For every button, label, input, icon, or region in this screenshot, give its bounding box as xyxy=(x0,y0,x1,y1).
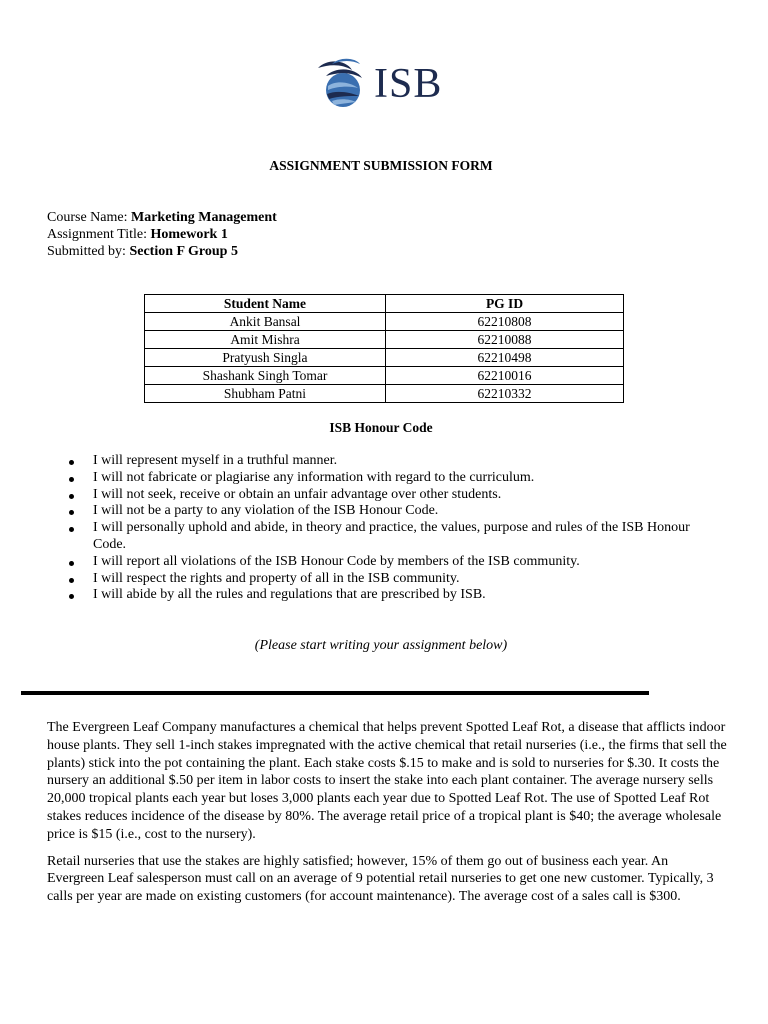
isb-wave-emblem-icon xyxy=(312,56,374,110)
pg-id-cell: 62210088 xyxy=(386,331,624,349)
pledge-text: I will personally uphold and abide, in theory and practice, the values, purpose and rules of the ISB Honour Code. xyxy=(93,520,690,552)
bullet-icon xyxy=(69,561,74,566)
pledge-text: I will not be a party to any violation of the ISB Honour Code. xyxy=(93,503,439,519)
pg-id-cell: 62210332 xyxy=(386,385,624,403)
student-name-cell: Shashank Singh Tomar xyxy=(145,367,386,385)
list-item xyxy=(66,587,716,604)
assignment-title-label: Assignment Title: xyxy=(47,227,147,242)
honour-code-heading: ISB Honour Code xyxy=(329,420,433,435)
section-divider xyxy=(21,691,649,695)
assignment-title-value: Homework 1 xyxy=(150,227,228,242)
submission-details xyxy=(47,209,277,260)
body-paragraph: The Evergreen Leaf Company manufactures a chemical that helps prevent Spotted Leaf Rot, a disease that afflicts indoor house plants. They sell 1-inch stakes impregnated with the active chemical that retail nurseries (i.e., the firms that sell the plants) stick into the pot containing the plant. Each stake costs $.15 to make and is sold to nurseries for $.30. It costs the nursery an additional $.50 per item in labor costs to insert the stake into each plant container. The average nursery sells 20,000 tropical plants each year but loses 3,000 plants each year due to Spotted Leaf Rot. The use of Spotted Leaf Rot stakes reduces incidence of the disease by 80%. The average retail price of a tropical plant is $40; the average wholesale price is $15 (i.e., cost to the nursery). xyxy=(47,720,727,842)
pg-id-cell: 62210498 xyxy=(386,349,624,367)
submitted-by-line xyxy=(47,243,277,260)
list-item xyxy=(66,571,716,588)
pledge-text: I will abide by all the rules and regulations that are prescribed by ISB. xyxy=(93,587,486,603)
bullet-icon xyxy=(69,510,74,515)
table-row xyxy=(145,367,624,385)
pg-id-cell: 62210808 xyxy=(386,313,624,331)
bullet-icon xyxy=(69,477,74,482)
table-row xyxy=(145,349,624,367)
assignment-body xyxy=(47,719,727,915)
bullet-icon xyxy=(69,578,74,583)
list-item xyxy=(66,503,716,520)
student-name-cell: Ankit Bansal xyxy=(145,313,386,331)
bullet-icon xyxy=(69,460,74,465)
list-item xyxy=(66,470,716,487)
table-row xyxy=(145,313,624,331)
logo-wordmark: ISB xyxy=(374,61,443,107)
pg-id-cell: 62210016 xyxy=(386,367,624,385)
assignment-title-line xyxy=(47,226,277,243)
body-paragraph: Retail nurseries that use the stakes are highly satisfied; however, 15% of them go out of business each year. An Evergreen Leaf salesperson must call on an average of 9 potential retail nurseries to get one new customer. Typically, 3 calls per year are made on existing customers (for account maintenance). The average cost of a sales call is $300. xyxy=(47,853,714,905)
pledge-text: I will represent myself in a truthful manner. xyxy=(93,453,338,468)
course-name-line xyxy=(47,209,277,226)
course-name-value: Marketing Management xyxy=(130,210,277,225)
student-name-cell: Amit Mishra xyxy=(145,331,386,349)
isb-logo xyxy=(312,56,458,110)
list-item xyxy=(66,453,716,470)
list-item xyxy=(66,520,716,554)
pledge-text: I will not seek, receive or obtain an unfair advantage over other students. xyxy=(93,486,502,502)
student-name-cell: Shubham Patni xyxy=(145,385,386,403)
writing-instruction: (Please start writing your assignment below) xyxy=(254,638,508,653)
pledge-text: I will respect the rights and property of all in the ISB community. xyxy=(93,570,460,586)
table-header-row xyxy=(145,295,624,313)
bullet-icon xyxy=(69,594,74,599)
column-header-pg-id: PG ID xyxy=(386,295,624,313)
student-name-cell: Pratyush Singla xyxy=(145,349,386,367)
form-title: ASSIGNMENT SUBMISSION FORM xyxy=(269,158,493,173)
table-row xyxy=(145,331,624,349)
students-table xyxy=(144,294,624,403)
bullet-icon xyxy=(69,494,74,499)
submitted-by-label: Submitted by: xyxy=(47,244,126,259)
pledge-text: I will not fabricate or plagiarise any information with regard to the curriculum. xyxy=(93,469,535,485)
bullet-icon xyxy=(69,527,74,532)
list-item xyxy=(66,487,716,504)
honour-code-list xyxy=(66,453,716,604)
list-item xyxy=(66,554,716,571)
pledge-text: I will report all violations of the ISB Honour Code by members of the ISB community. xyxy=(93,553,580,569)
column-header-student-name: Student Name xyxy=(145,295,386,313)
course-name-label: Course Name: xyxy=(47,210,128,225)
table-row xyxy=(145,385,624,403)
submitted-by-value: Section F Group 5 xyxy=(129,244,238,259)
